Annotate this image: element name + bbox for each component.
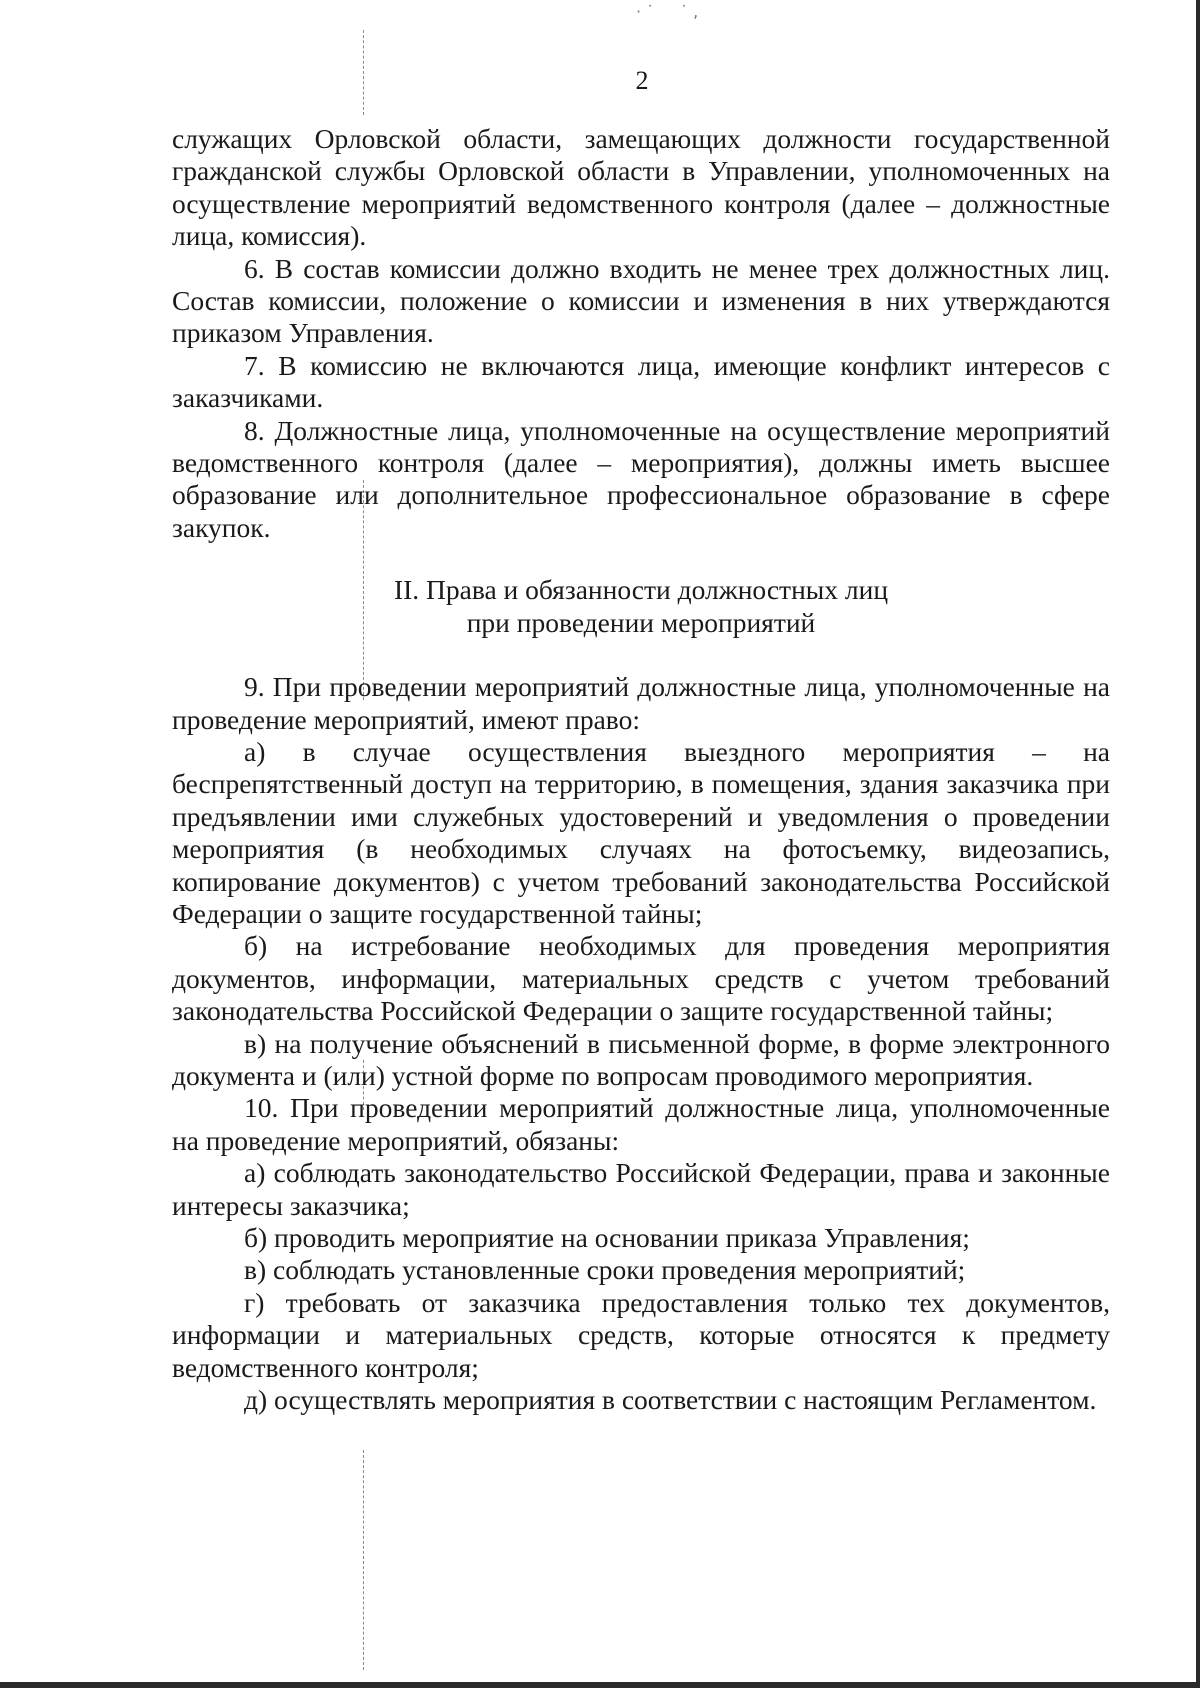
scan-speck-top-left: · ˙ (636, 2, 655, 21)
section-heading-line-1: II. Права и обязанности должностных лиц (393, 574, 889, 606)
paragraph: 7. В комиссию не включаются лица, имеющие конфликт интересов с заказчиками. (172, 349, 1110, 414)
section-heading (172, 574, 1110, 639)
paragraph: в) на получение объяснений в письменной форме, в форме электронного документа и (или) устной форме по вопросам проводимого мероприятия. (172, 1027, 1110, 1091)
paragraph: б) проводить мероприятие на основании приказа Управления; (244, 1222, 970, 1253)
paragraph: в) соблюдать установленные сроки проведения мероприятий; (244, 1254, 966, 1286)
scan-fold-line-bottom (363, 1450, 364, 1670)
paragraph: служащих Орловской области, замещающих должности государственной гражданской службы Орловской области в Управлении, уполномоченных на осуществление мероприятий ведомственного контроля (далее – должностные лица, комиссия). (172, 123, 1110, 252)
scan-edge-bottom (0, 1682, 1200, 1688)
section-intro (172, 123, 1110, 544)
scan-speck-top-right: ˙ , (680, 2, 699, 21)
paragraph: 6. В состав комиссии должно входить не менее трех должностных лиц. Состав комиссии, положение о комиссии и изменения в них утверждаются приказом Управления. (172, 252, 1110, 349)
paragraph: а) в случае осуществления выездного мероприятия – на беспрепятственный доступ на территорию, в помещения, здания заказчика при предъявлении ими служебных удостоверений и уведомления о проведении мероприятия (в необходимых случаях на фотосъемку, видеозапись, копирование документов) с учетом требований законодательства Российской Федерации о защите государственной тайны; (172, 735, 1110, 929)
document-body (172, 123, 1110, 1416)
section-heading-line-2: при проведении мероприятий (466, 606, 816, 638)
section-rights-duties (172, 671, 1110, 1416)
paragraph: а) соблюдать законодательство Российской Федерации, права и законные интересы заказчика; (172, 1157, 1110, 1221)
paragraph: 8. Должностные лица, уполномоченные на осуществление мероприятий ведомственного контроля (далее – мероприятия), должны иметь высшее образование или дополнительное профессиональное образование в сфере закупок. (172, 414, 1110, 543)
paragraph: б) на истребование необходимых для проведения мероприятия документов, информации, материальных средств с учетом требований законодательства Российской Федерации о защите государственной тайны; (172, 930, 1110, 1027)
paragraph: д) осуществлять мероприятия в соответствии с настоящим Регламентом. (244, 1384, 1097, 1416)
paragraph: 9. При проведении мероприятий должностные лица, уполномоченные на проведение мероприятий, имеют право: (172, 671, 1110, 735)
paragraph: г) требовать от заказчика предоставления только тех документов, информации и материальных средств, которые относятся к предмету ведомственного контроля; (172, 1286, 1110, 1383)
paragraph: 10. При проведении мероприятий должностные лица, уполномоченные на проведение мероприятий, обязаны: (172, 1092, 1110, 1156)
page-number: 2 (635, 66, 649, 95)
scan-edge-right (1196, 0, 1200, 1688)
